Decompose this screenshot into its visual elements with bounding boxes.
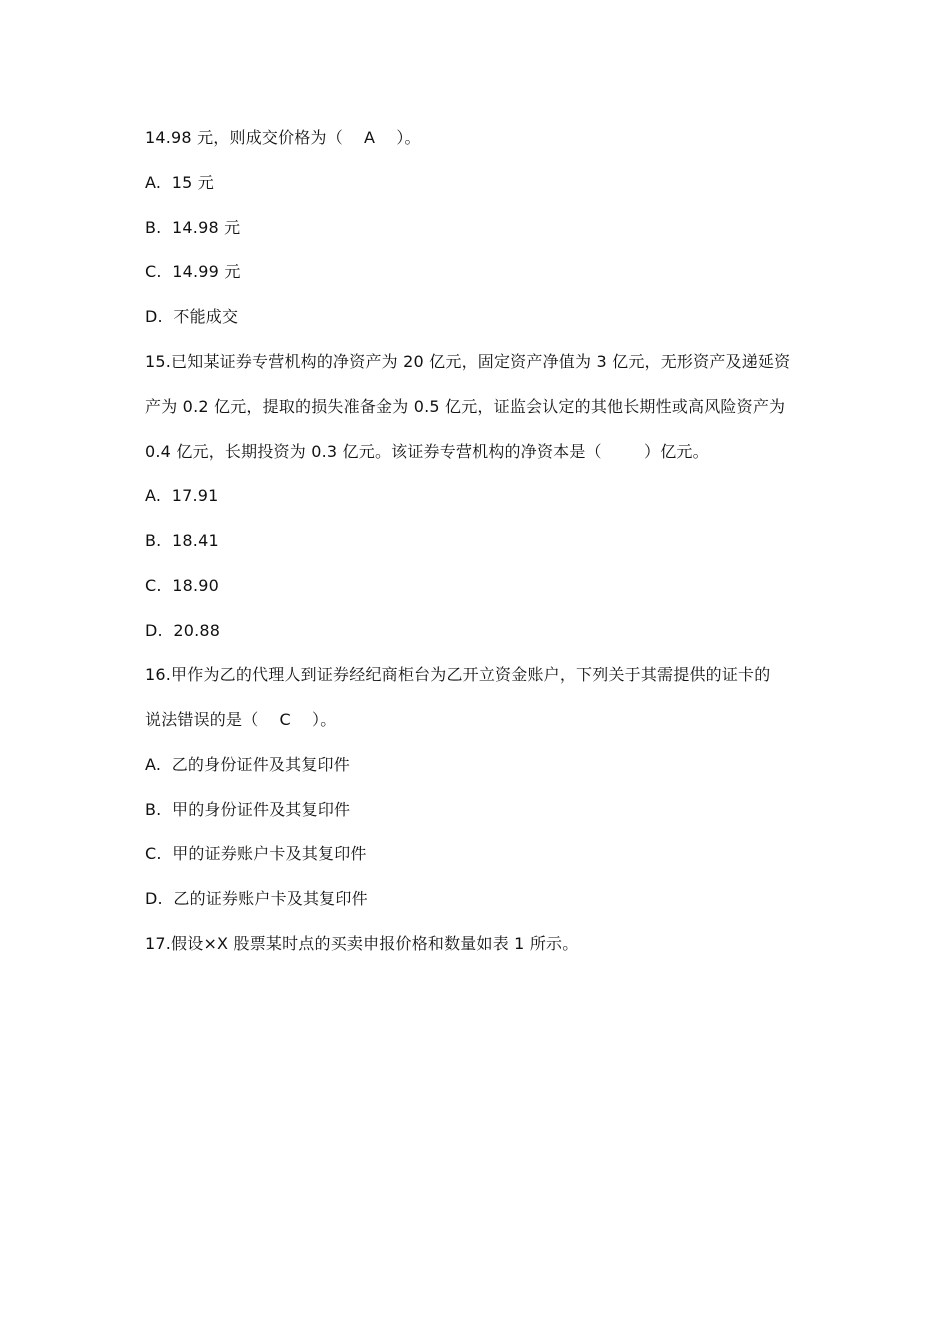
- q15-option-b: B. 18.41: [145, 531, 219, 550]
- q16-stem-line1: 16.甲作为乙的代理人到证券经纪商柜台为乙开立资金账户，下列关于其需提供的证卡的: [145, 665, 771, 684]
- q16-stem-line2: 说法错误的是（ C ）。: [145, 710, 337, 729]
- q15-option-a: A. 17.91: [145, 486, 219, 505]
- q15-stem-line1: 15.已知某证券专营机构的净资产为 20 亿元，固定资产净值为 3 亿元，无形资产及递延资: [145, 352, 791, 371]
- q14-option-b: B. 14.98 元: [145, 218, 241, 237]
- q15-option-c: C. 18.90: [145, 576, 220, 595]
- q15-stem-line3: 0.4 亿元，长期投资为 0.3 亿元。该证券专营机构的净资本是（ ）亿元。: [145, 442, 709, 461]
- q14-option-c: C. 14.99 元: [145, 262, 241, 281]
- q16-option-c: C. 甲的证券账户卡及其复印件: [145, 844, 367, 863]
- q14-option-a: A. 15 元: [145, 173, 214, 192]
- q16-option-a: A. 乙的身份证件及其复印件: [145, 755, 350, 774]
- q14-option-d: D. 不能成交: [145, 307, 239, 326]
- q16-option-b: B. 甲的身份证件及其复印件: [145, 800, 351, 819]
- q16-option-d: D. 乙的证券账户卡及其复印件: [145, 889, 368, 908]
- q14-stem-continued: 14.98 元，则成交价格为（ A ）。: [145, 128, 421, 147]
- q17-stem: 17.假设×X 股票某时点的买卖申报价格和数量如表 1 所示。: [145, 934, 579, 953]
- q15-option-d: D. 20.88: [145, 621, 221, 640]
- q15-stem-line2: 产为 0.2 亿元，提取的损失准备金为 0.5 亿元，证监会认定的其他长期性或高风险资产为: [145, 397, 786, 416]
